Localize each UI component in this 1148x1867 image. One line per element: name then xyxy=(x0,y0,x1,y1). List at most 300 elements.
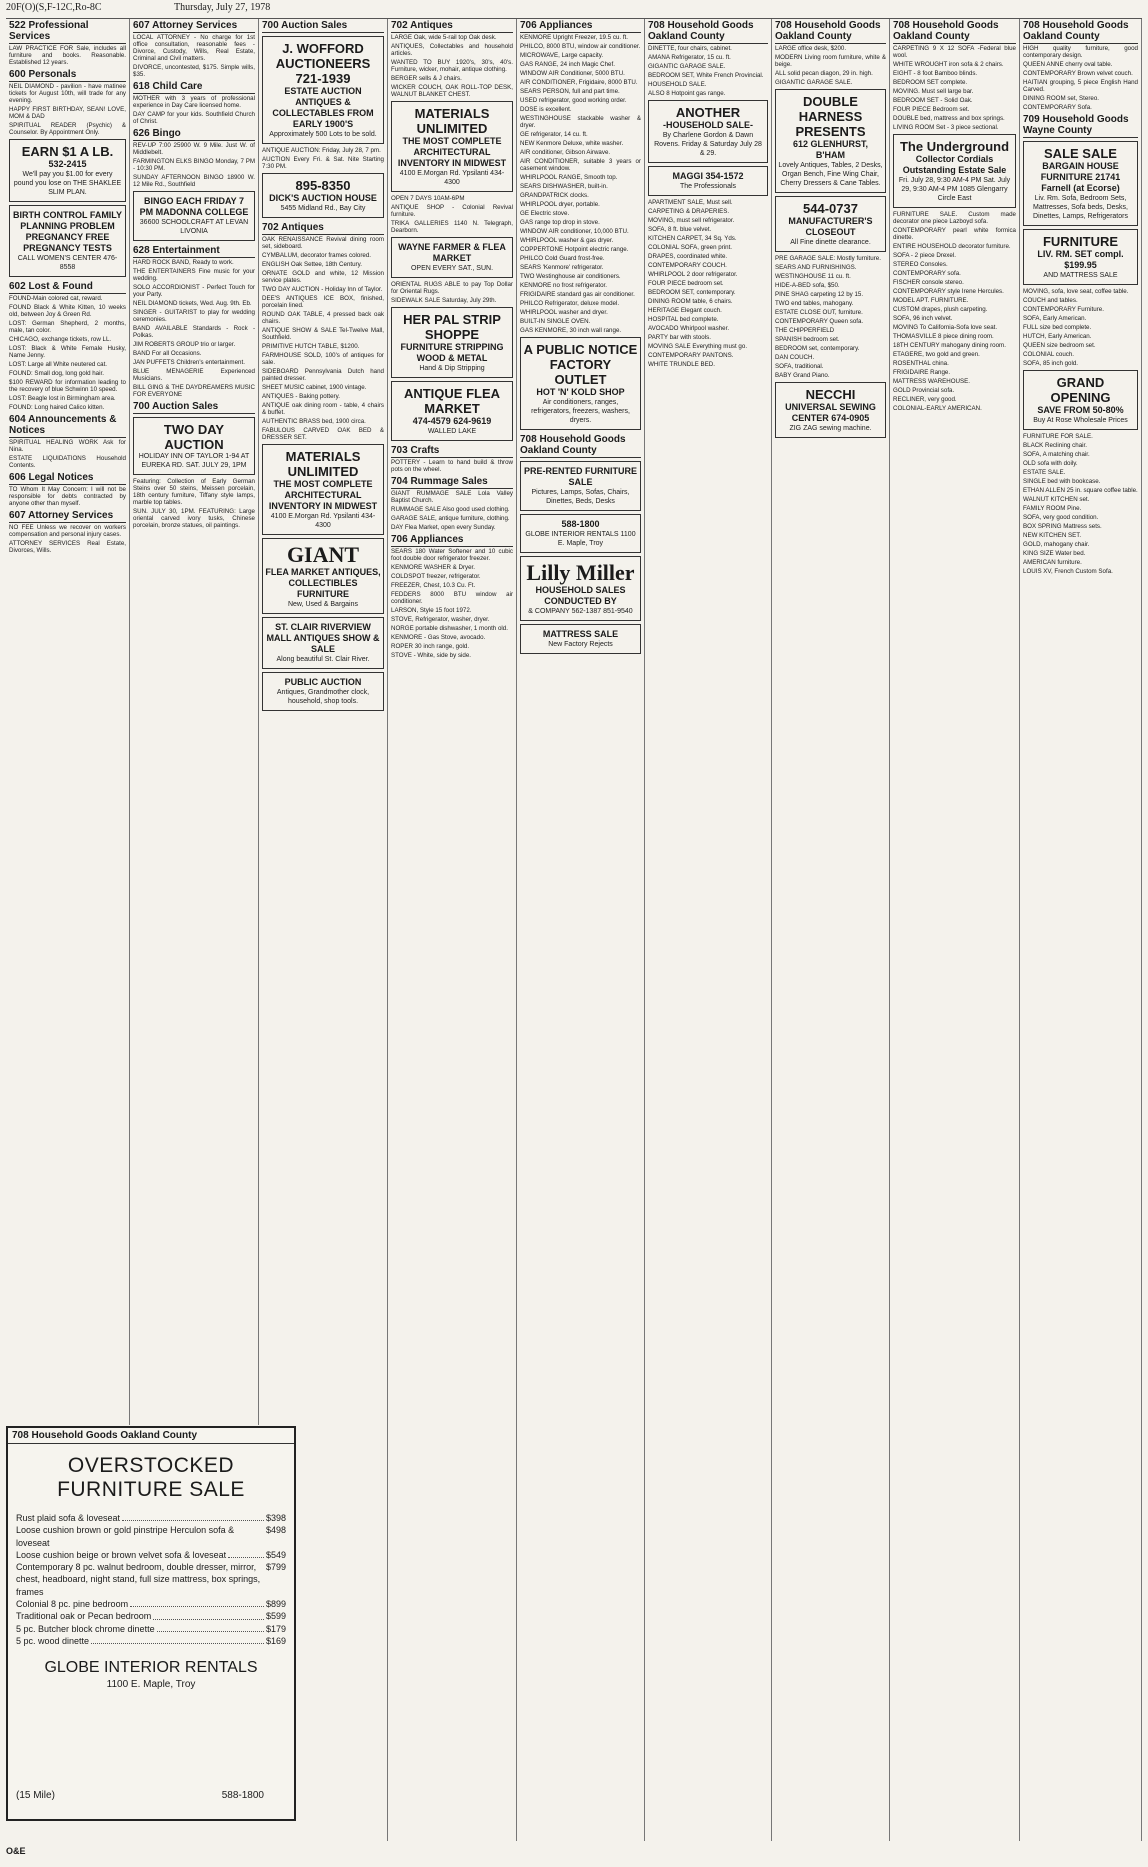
ad-price-item xyxy=(16,1610,286,1622)
display-ad-mid-text: 474-4579 624-9619 xyxy=(412,416,492,426)
display-ad xyxy=(1023,229,1138,285)
classified-listing: AIR conditioner, Gibson Airwave. xyxy=(520,149,611,156)
section-header: 606 Legal Notices xyxy=(9,471,126,485)
classified-listing: GRANDPATRICK clocks. xyxy=(520,192,589,199)
classified-listing: LOCAL ATTORNEY - No charge for 1st office consultation, reasonable fees - Divorce, Custody, Wills, Real Estate, Criminal and Civil matters. xyxy=(133,34,255,62)
display-ad xyxy=(391,237,513,278)
classified-listing: SINGLE bed with bookcase. xyxy=(1023,478,1101,485)
classified-listing: FAMILY ROOM Pine. xyxy=(1023,505,1082,512)
classified-listing: WHIRLPOOL 2 door refrigerator. xyxy=(648,271,738,278)
classified-listing: KENMORE no frost refrigerator. xyxy=(520,282,607,289)
classified-listing: DOSE is excellent. xyxy=(520,106,572,113)
display-ad xyxy=(9,139,126,202)
classified-listing: BUILT-IN SINGLE OVEN. xyxy=(520,318,591,325)
classified-listing: CONTEMPORARY Furniture. xyxy=(1023,306,1104,313)
classified-listing: SOFA, Early American. xyxy=(1023,315,1087,322)
classified-listing: MODERN Living room furniture, white & beige. xyxy=(775,54,886,68)
classified-listing: BLUE MENAGERIE Experienced Musicians. xyxy=(133,368,255,382)
classified-listing: APARTMENT SALE, Must sell. xyxy=(648,199,733,206)
classified-column xyxy=(1020,19,1142,1841)
classified-listing: OPEN 7 DAYS 10AM-6PM xyxy=(391,195,465,202)
display-ad-small-text: Air conditioners, ranges, refrigerators, freezers, washers, dryers. xyxy=(531,399,630,424)
classified-listing: GAS KENMORE, 30 inch wall range. xyxy=(520,327,622,334)
classified-listing: ATTORNEY SERVICES Real Estate, Divorces, Wills. xyxy=(9,540,126,554)
display-ad-huge-text: Lilly Miller xyxy=(526,560,635,585)
classified-listing: WHIRLPOOL washer & gas dryer. xyxy=(520,237,614,244)
display-ad xyxy=(262,173,384,218)
classified-listing: PARTY bar with stools. xyxy=(648,334,711,341)
classified-listing: BEDROOM SET complete. xyxy=(893,79,968,86)
classified-listing: LOUIS XV, French Custom Sofa. xyxy=(1023,568,1113,575)
classified-listing: DINETTE, four chairs, cabinet. xyxy=(648,45,732,52)
classified-listing: BABY Grand Piano. xyxy=(775,372,830,379)
leader-dots xyxy=(157,1623,264,1632)
display-ad xyxy=(262,672,384,711)
classified-listing: AIR CONDITIONER, Frigidaire, 8000 BTU. xyxy=(520,79,638,86)
classified-listing: BAND For all Occasions. xyxy=(133,350,202,357)
section-header: 702 Antiques xyxy=(391,19,513,33)
display-ad xyxy=(262,617,384,669)
classified-listing: COPPERTONE Hotpoint electric range. xyxy=(520,246,629,253)
display-ad-big-text: MATERIALS UNLIMITED xyxy=(414,106,490,136)
classified-listing: DRAPES, coordinated white. xyxy=(648,253,728,260)
display-ad xyxy=(262,538,384,614)
display-ad-small-text: New, Used & Bargains xyxy=(287,601,359,608)
item-name: Rust plaid sofa & loveseat xyxy=(16,1513,121,1523)
display-ad-mid-text: HOT 'N' KOLD SHOP xyxy=(536,387,625,397)
display-ad-small-text: WALLED LAKE xyxy=(427,428,477,435)
classified-listing: LARGE Oak, wide 5-rail top Oak desk. xyxy=(391,34,497,41)
classified-listing: PINE SHAG carpeting 12 by 15. xyxy=(775,291,864,298)
classified-listing: KENMORE WASHER & Dryer. xyxy=(391,564,475,571)
display-ad xyxy=(391,381,513,441)
classified-listing: QUEEN size bedroom set. xyxy=(1023,342,1096,349)
classified-listing: CUSTOM drapes, plush carpeting. xyxy=(893,306,988,313)
overstocked-furniture-ad xyxy=(6,1426,296,1821)
classified-listing: AVOCADO Whirlpool washer. xyxy=(648,325,730,332)
classified-listing: GIANT RUMMAGE SALE Lola Valley Baptist Church. xyxy=(391,490,513,504)
classified-listing: LARSON, Style 15 foot 1972. xyxy=(391,607,472,614)
classified-listing: QUEEN ANNE cherry oval table. xyxy=(1023,61,1113,68)
item-price: $498 xyxy=(265,1525,286,1536)
classified-listing: SEARS 'Kenmore' refrigerator. xyxy=(520,264,604,271)
classified-listing: MATTRESS WAREHOUSE. xyxy=(893,378,971,385)
display-ad xyxy=(775,196,886,252)
classified-listing: TWO Westinghouse air conditioners. xyxy=(520,273,621,280)
classified-listing: SOFA, traditional. xyxy=(775,363,824,370)
classified-listing: BLACK Reclining chair. xyxy=(1023,442,1087,449)
classified-listing: SPANISH bedroom set. xyxy=(775,336,840,343)
classified-listing: FURNITURE FOR SALE. xyxy=(1023,433,1093,440)
classified-column xyxy=(772,19,890,1841)
item-name: Contemporary 8 pc. walnut bedroom, double dresser, mirror, chest, headboard, night stand, full size mattress, box springs, frames xyxy=(16,1562,261,1597)
display-ad-small-text: 36600 SCHOOLCRAFT AT LEVAN LIVONIA xyxy=(139,219,249,235)
display-ad-mid-text: MANUFACTURER'S CLOSEOUT xyxy=(788,216,873,237)
classified-listing: HIGH quality furniture, good contemporary design. xyxy=(1023,45,1138,59)
classified-listing: ANTIQUES - Baking pottery. xyxy=(262,393,340,400)
display-ad-mid-text: DICK'S AUCTION HOUSE xyxy=(269,193,377,203)
classified-listing: LAW PRACTICE FOR Sale, includes all furniture and books. Reasonable. Established 12 years. xyxy=(9,45,126,66)
classified-listing: ANTIQUE oak dining room - table, 4 chairs & buffet. xyxy=(262,402,384,416)
display-ad-small-text: Along beautiful St. Clair River. xyxy=(276,656,370,663)
section-header: 600 Personals xyxy=(9,68,126,82)
classified-listing: ROPER 30 inch range, gold. xyxy=(391,643,470,650)
leader-dots xyxy=(228,1549,264,1558)
classified-listing: MOVING. Must sell large bar. xyxy=(893,88,974,95)
classified-listing: PRE GARAGE SALE: Mostly furniture. xyxy=(775,255,881,262)
display-ad xyxy=(520,624,641,654)
display-ad xyxy=(520,514,641,553)
display-ad-big-text: J. WOFFORD AUCTIONEERS 721-1939 xyxy=(275,41,371,86)
item-price: $549 xyxy=(265,1549,286,1560)
classified-listing: HUTCH, Early American. xyxy=(1023,333,1092,340)
classified-listing: GE Electric stove. xyxy=(520,210,570,217)
display-ad-small-text: AND MATTRESS SALE xyxy=(1043,272,1118,279)
classified-listing: SEARS DISHWASHER, built-in. xyxy=(520,183,608,190)
classified-listing: MOTHER with 3 years of professional experience in Day Care licensed home. xyxy=(133,95,255,109)
section-header: 708 Household Goods Oakland County xyxy=(893,19,1016,44)
classified-listing: POTTERY - Learn to hand build & throw pots on the wheel. xyxy=(391,459,513,473)
classified-listing: COLONIAL SOFA, green print. xyxy=(648,244,733,251)
classified-listing: ORIENTAL RUGS ABLE to pay Top Dollar for Oriental Rugs. xyxy=(391,281,513,295)
classified-listing: SINGER - GUITARIST to play for wedding ceremonies. xyxy=(133,309,255,323)
classified-listing: AMANA Refrigerator, 15 cu. ft. xyxy=(648,54,731,61)
classified-listing: SEARS PERSON, full and part time. xyxy=(520,88,620,95)
display-ad xyxy=(262,36,384,144)
classified-listing: KITCHEN CARPET, 34 Sq. Yds. xyxy=(648,235,737,242)
display-ad-mid-text: PRE-RENTED FURNITURE SALE xyxy=(523,466,637,487)
classified-listing: LARGE office desk, $200. xyxy=(775,45,847,52)
classified-listing: CONTEMPORARY Brown velvet couch. xyxy=(1023,70,1133,77)
classified-listing: ESTATE LIQUIDATIONS Household Contents. xyxy=(9,455,126,469)
classified-listing: DAN COUCH. xyxy=(775,354,815,361)
classified-listing: ANTIQUES, Collectables and household articles. xyxy=(391,43,513,57)
display-ad xyxy=(9,205,126,277)
classified-listing: AUTHENTIC BRASS bed, 1900 circa. xyxy=(262,418,366,425)
classified-listing: ENTIRE HOUSEHOLD decorator furniture. xyxy=(893,243,1011,250)
classified-listing: SOFA, 85 inch gold. xyxy=(1023,360,1079,367)
classified-column xyxy=(645,19,772,1841)
display-ad-small-text: GLOBE INTERIOR RENTALS 1100 E. Maple, Troy xyxy=(525,531,636,547)
classified-listing: BOX SPRING Mattress sets. xyxy=(1023,523,1102,530)
display-ad-mid-text: BIRTH CONTROL FAMILY PLANNING PROBLEM PREGNANCY FREE PREGNANCY TESTS xyxy=(12,210,122,253)
classified-listing: SEARS AND FURNISHINGS. xyxy=(775,264,857,271)
classified-listing: LIVING ROOM Set - 3 piece sectional. xyxy=(893,124,999,131)
classified-listing: SOFA, 96 inch velvet. xyxy=(893,315,953,322)
classified-listing: NEW Kenmore Deluxe, white washer. xyxy=(520,140,624,147)
ad-price-item xyxy=(16,1512,286,1524)
classified-listing: WALNUT KITCHEN set. xyxy=(1023,496,1090,503)
classified-column xyxy=(517,19,645,1841)
classified-listing: FOUR PIECE Bedroom set. xyxy=(893,106,970,113)
classified-listing: RUMMAGE SALE Also good used clothing. xyxy=(391,506,510,513)
display-ad-big-text: 544-0737 xyxy=(803,201,858,216)
display-ad-mid-text: ESTATE AUCTION ANTIQUES & COLLECTABLES FROM EARLY 1900'S xyxy=(272,86,374,129)
display-ad-mid-text: WAYNE FARMER & FLEA MARKET xyxy=(398,242,506,263)
display-ad-mid-text: Collector Cordials Outstanding Estate Sale xyxy=(902,154,1007,175)
classified-listing: SPIRITUAL HEALING WORK Ask for Nina. xyxy=(9,439,126,453)
display-ad xyxy=(133,417,255,475)
classified-listing: FOUR PIECE bedroom set. xyxy=(648,280,724,287)
classified-listing: DEE'S ANTIQUES ICE BOX, finished, porcelain lined. xyxy=(262,295,384,309)
display-ad-small-text: Lovely Antiques, Tables, 2 Desks, Organ Bench, Fine Wing Chair, Cherry Dressers & Cane Tables. xyxy=(778,162,883,187)
display-ad-small-text: Fri. July 28, 9:30 AM-4 PM Sat. July 29, 9:30 AM-4 PM 1085 Glengarry Circle East xyxy=(898,177,1011,202)
display-ad-mid-text: PUBLIC AUCTION xyxy=(284,677,362,687)
classified-listing: SIDEWALK SALE Saturday, July 29th. xyxy=(391,297,497,304)
display-ad-small-text: CALL WOMEN'S CENTER 476-8558 xyxy=(17,255,118,271)
item-name: Loose cushion beige or brown velvet sofa & loveseat xyxy=(16,1549,227,1560)
ad-price-item xyxy=(16,1549,286,1561)
section-header: 708 Household Goods Oakland County xyxy=(520,433,641,458)
display-ad-big-text: MATERIALS UNLIMITED xyxy=(285,449,361,479)
classified-listing: GOLD, mahogany chair. xyxy=(1023,541,1090,548)
classified-listing: TRIKA GALLERIES 1140 N. Telegraph, Dearborn. xyxy=(391,220,513,234)
classified-listing: GOLD Provincial sofa. xyxy=(893,387,955,394)
display-ad-mid-text: BINGO EACH FRIDAY 7 PM MADONNA COLLEGE xyxy=(139,196,249,217)
classified-listing: CONTEMPORARY pearl white formica dinette. xyxy=(893,227,1016,241)
classified-listing: FRIGIDAIRE standard gas air conditioner. xyxy=(520,291,635,298)
display-ad-small-text: Hand & Dip Stripping xyxy=(419,365,485,372)
display-ad-small-text: New Factory Rejects xyxy=(548,641,613,648)
classified-listing: CONTEMPORARY sofa. xyxy=(893,270,961,277)
item-name: 5 pc. Butcher block chrome dinette xyxy=(16,1623,155,1634)
display-ad-mid-text: MATTRESS SALE xyxy=(542,629,619,639)
classified-listing: AMERICAN furniture. xyxy=(1023,559,1082,566)
classified-listing: ANTIQUE SHOW & SALE Tel-Twelve Mall, Southfield. xyxy=(262,327,384,341)
classified-listing: STOVE - White, side by side. xyxy=(391,652,472,659)
display-ad-mid-text: UNIVERSAL SEWING CENTER 674-0905 xyxy=(785,402,876,423)
display-ad-big-text: FURNITURE xyxy=(1042,234,1119,249)
classified-column xyxy=(890,19,1020,1841)
display-ad xyxy=(520,556,641,621)
classified-listing: BEDROOM SET, White French Provincial. xyxy=(648,72,764,79)
classified-listing: MOVING, must sell refrigerator. xyxy=(648,217,735,224)
ad-price-item xyxy=(16,1598,286,1610)
display-ad-small-text: All Fine dinette clearance. xyxy=(790,239,871,246)
display-ad-small-text: Approximately 500 Lots to be sold. xyxy=(269,131,377,138)
leader-dots xyxy=(130,1598,264,1607)
display-ad-big-text: The Underground xyxy=(899,139,1010,154)
classified-listing: LOST: Large all White neutered cat. xyxy=(9,361,108,368)
classified-listing: BEDROOM SET, contemporary. xyxy=(648,289,736,296)
item-name: Traditional oak or Pecan bedroom xyxy=(16,1611,152,1622)
classified-listing: DINING ROOM set, Stereo. xyxy=(1023,95,1099,102)
classified-listing: CONTEMPORARY PANTONS. xyxy=(648,352,734,359)
classified-listing: AIR CONDITIONER, suitable 3 years or casement window. xyxy=(520,158,641,172)
ad-title-1: OVERSTOCKED xyxy=(67,1454,235,1477)
display-ad-mid-text: ST. CLAIR RIVERVIEW MALL ANTIQUES SHOW & SALE xyxy=(266,622,380,654)
display-ad-small-text: Antiques, Grandmother clock, household, shop tools. xyxy=(276,689,370,705)
classified-listing: MOVING, sofa, love seat, coffee table. xyxy=(1023,288,1129,295)
classified-listing: FOUND Black & White Kitten, 10 weeks old, between Joy & Green Rd. xyxy=(9,304,126,318)
classified-listing: WHITE WROUGHT iron sofa & 2 chairs. xyxy=(893,61,1004,68)
classified-column xyxy=(6,19,130,1425)
classified-listing: WICKER COUCH, OAK ROLL-TOP DESK, WALNUT BLANKET CHEST. xyxy=(391,84,513,98)
classified-listing: MICROWAVE, Large capacity. xyxy=(520,52,604,59)
classified-listing: DIVORCE, uncontested, $175. Simple wills, $35. xyxy=(133,64,255,78)
section-header: 708 Household Goods Oakland County xyxy=(1023,19,1138,44)
leader-dots xyxy=(91,1635,264,1644)
display-ad xyxy=(648,166,768,196)
classified-listing: NO FEE Unless we recover on workers compensation and personal injury cases. xyxy=(9,524,126,538)
display-ad-mid-text: SAVE FROM 50-80% xyxy=(1037,405,1124,415)
classified-listing: CONTEMPORARY Queen sofa. xyxy=(775,318,864,325)
item-name: Loose cushion brown or gold pinstripe Herculon sofa & loveseat xyxy=(16,1525,235,1548)
classified-listing: PHILCO Refrigerator, deluxe model. xyxy=(520,300,620,307)
section-header: 706 Appliances xyxy=(520,19,641,33)
classified-listing: DAY CAMP for your kids. Southfield Church of Christ. xyxy=(133,111,255,125)
display-ad-small-text: OPEN EVERY SAT., SUN. xyxy=(410,265,494,272)
classified-listing: TWO end tables, mahogany. xyxy=(775,300,854,307)
classified-listing: BERGER sells & J chairs. xyxy=(391,75,462,82)
display-ad-small-text: 5455 Midland Rd., Bay City xyxy=(280,205,366,212)
section-header: 607 Attorney Services xyxy=(9,509,126,523)
classified-listing: GAS RANGE, 24 inch Magic Chef. xyxy=(520,61,615,68)
classified-listing: FOUND-Main colored cat, reward. xyxy=(9,295,103,302)
classified-listing: CYMBALUM, decorator frames colored. xyxy=(262,252,372,259)
classified-listing: THOMASVILLE 8 piece dining room. xyxy=(893,333,994,340)
classified-listing: AUCTION Every Fri. & Sat. Nite Starting 7:30 PM. xyxy=(262,156,384,170)
classified-listing: COLDSPOT freezer, refrigerator. xyxy=(391,573,481,580)
display-ad xyxy=(1023,370,1138,430)
display-ad xyxy=(648,100,768,163)
classified-listing: FARMINGTON ELKS BINGO Monday, 7 PM - 10:30 PM. xyxy=(133,158,255,172)
page-footer: O&E xyxy=(6,1846,26,1856)
classified-listing: GIGANTIC GARAGE SALE. xyxy=(648,63,726,70)
classified-listing: WINDOW AIR Conditioner, 5000 BTU. xyxy=(520,70,625,77)
classified-listing: ETHAN ALLEN 25 in. square coffee table. xyxy=(1023,487,1138,494)
classified-listing: GAS range top drop in stove. xyxy=(520,219,600,226)
section-header: 708 Household Goods Oakland County xyxy=(648,19,768,44)
classified-listing: FABULOUS CARVED OAK BED & DRESSER SET. xyxy=(262,427,384,441)
display-ad xyxy=(391,101,513,192)
classified-listing: HOSPITAL bed complete. xyxy=(648,316,719,323)
classified-listing: ANTIQUE SHOP - Colonial Revival furniture. xyxy=(391,204,513,218)
ad-distance: (15 Mile) xyxy=(16,1790,55,1801)
classified-listing: HERITAGE Elegant couch. xyxy=(648,307,722,314)
classified-listing: DAY Flea Market, open every Sunday. xyxy=(391,524,496,531)
classified-listing: ALSO 8 Hotpoint gas range. xyxy=(648,90,726,97)
classified-listing: TWO DAY AUCTION - Holiday Inn of Taylor. xyxy=(262,286,383,293)
classified-listing: FRIGIDAIRE Range. xyxy=(893,369,951,376)
classified-listing: STOVE, Refrigerator, washer, dryer. xyxy=(391,616,490,623)
display-ad-small-text: 4100 E.Morgan Rd. Ypsilanti 434-4300 xyxy=(270,513,376,529)
display-ad xyxy=(893,134,1016,208)
classified-listing: 18TH CENTURY mahogany dining room. xyxy=(893,342,1006,349)
display-ad-mid-text: -HOUSEHOLD SALE- xyxy=(663,120,753,130)
classified-listing: COUCH and tables. xyxy=(1023,297,1078,304)
classified-listing: GE refrigerator, 14 cu. ft. xyxy=(520,131,588,138)
display-ad xyxy=(775,89,886,193)
classified-listing: CARPETING 9 X 12 SOFA -Federal blue wool. xyxy=(893,45,1016,59)
section-header: 700 Auction Sales xyxy=(133,400,255,414)
item-price: $799 xyxy=(265,1562,286,1573)
classified-listing: WHIRLPOOL RANGE, Smooth top. xyxy=(520,174,618,181)
display-ad-big-text: EARN $1 A LB. xyxy=(21,144,114,159)
ad-address: 1100 E. Maple, Troy xyxy=(106,1679,196,1691)
classified-listing: STEREO Consoles. xyxy=(893,261,948,268)
section-header: 703 Crafts xyxy=(391,444,513,458)
masthead xyxy=(6,2,1142,16)
classified-listing: KENMORE Upright Freezer, 19.5 cu. ft. xyxy=(520,34,628,41)
classified-listing: PHILCO, 8000 BTU, window air conditioner. xyxy=(520,43,641,50)
leader-dots xyxy=(122,1512,264,1521)
classified-listing: CHICAGO, exchange tickets, row LL. xyxy=(9,336,112,343)
classified-listing: DOUBLE bed, mattress and box springs. xyxy=(893,115,1005,122)
classified-listing: RECLINER, very good. xyxy=(893,396,957,403)
section-header: 708 Household Goods Oakland County xyxy=(775,19,886,44)
display-ad-mid-text: HOUSEHOLD SALES CONDUCTED BY xyxy=(535,585,626,606)
classified-listing: PRIMITIVE HUTCH TABLE, $1200. xyxy=(262,343,360,350)
display-ad xyxy=(520,461,641,511)
item-name: Colonial 8 pc. pine bedroom xyxy=(16,1599,129,1610)
classified-listing: ENGLISH Oak Settee, 18th Century. xyxy=(262,261,362,268)
display-ad-big-text: NECCHI xyxy=(805,387,856,402)
classified-listing: FOUND: Small dog, long gold hair. xyxy=(9,370,104,377)
classified-listing: JAN PUFFETS Children's entertainment. xyxy=(133,359,245,366)
display-ad-mid-text: 532-2415 xyxy=(48,159,87,169)
classified-listing: FURNITURE SALE. Custom made decorator one piece Lazboyd sofa. xyxy=(893,211,1016,225)
classified-listing: ORNATE GOLD and white, 12 Mission service plates. xyxy=(262,270,384,284)
display-ad-mid-text: FURNITURE STRIPPING WOOD & METAL xyxy=(400,342,504,363)
display-ad-small-text: Pictures, Lamps, Sofas, Chairs, Dinettes, Beds, Desks xyxy=(531,489,630,505)
section-header: 607 Attorney Services xyxy=(133,19,255,33)
classified-column xyxy=(130,19,259,1425)
classified-listing: ESTATE CLOSE OUT, furniture. xyxy=(775,309,863,316)
section-header: 709 Household Goods Wayne County xyxy=(1023,113,1138,138)
item-price: $599 xyxy=(265,1611,286,1622)
section-header: 702 Antiques xyxy=(262,221,384,235)
classified-listing: SOFA - 2 piece Drexel. xyxy=(893,252,956,259)
classified-column xyxy=(388,19,517,1841)
display-ad-big-text: HER PAL STRIP SHOPPE xyxy=(403,312,501,342)
ad-phone: 588-1800 xyxy=(221,1790,264,1801)
classified-listing: SIDEBOARD Pennsylvania Dutch hand painted dresser. xyxy=(262,368,384,382)
ad-price-list xyxy=(8,1502,294,1647)
classified-listing: PHILCO Cold Guard frost-free. xyxy=(520,255,605,262)
classified-listing: FOUND: Long haired Calico kitten. xyxy=(9,404,105,411)
classified-listing: ESTATE SALE. xyxy=(1023,469,1066,476)
display-ad-small-text: & COMPANY 562-1387 851-9540 xyxy=(528,608,633,615)
classified-listing: NEIL DIAMOND - pavilion - have matinee tickets for August 10th, will trade for any evening. xyxy=(9,83,126,104)
classified-listing: EIGHT - 8 foot Bamboo blinds. xyxy=(893,70,978,77)
classified-listing: FULL size bed complete. xyxy=(1023,324,1092,331)
display-ad-small-text: The Professionals xyxy=(679,183,737,190)
ad-price-item xyxy=(16,1623,286,1635)
classified-listing: USED refrigerator, good working order. xyxy=(520,97,627,104)
leader-dots xyxy=(153,1610,264,1619)
display-ad-big-text: TWO DAY AUCTION xyxy=(163,422,225,452)
classified-listing: WHIRLPOOL washer and dryer. xyxy=(520,309,608,316)
classified-listing: FARMHOUSE SOLD, 100's of antiques for sale. xyxy=(262,352,384,366)
classified-listing: CONTEMPORARY Sofa. xyxy=(1023,104,1092,111)
classified-listing: NEW KITCHEN SET. xyxy=(1023,532,1082,539)
display-ad-small-text: 4100 E.Morgan Rd. Ypsilanti 434-4300 xyxy=(399,170,505,186)
classified-listing: FEDDERS 8000 BTU window air conditioner. xyxy=(391,591,513,605)
classified-listing: BILL GING & THE DAYDREAMERS MUSIC FOR EVERYONE xyxy=(133,384,255,398)
classified-listing: WESTINGHOUSE stackable washer & dryer. xyxy=(520,115,641,129)
classified-listing: SOFA, very good condition. xyxy=(1023,514,1099,521)
display-ad-mid-text: THE MOST COMPLETE ARCHITECTURAL INVENTORY IN MIDWEST xyxy=(268,479,378,511)
classified-listing: REV-UP 7:00 25900 W. 9 Mile. Just W. of Middlebelt. xyxy=(133,142,255,156)
classified-listing: FREEZER, Chest, 10.3 Cu. Ft. xyxy=(391,582,476,589)
display-ad-big-text: ANTIQUE FLEA MARKET xyxy=(403,386,501,416)
section-header: 706 Appliances xyxy=(391,533,513,547)
display-ad-small-text: Buy At Rose Wholesale Prices xyxy=(1033,417,1128,424)
section-header: 700 Auction Sales xyxy=(262,19,384,33)
section-header: 522 Professional Services xyxy=(9,19,126,44)
classified-listing: THE ENTERTAINERS Fine music for your wedding. xyxy=(133,268,255,282)
